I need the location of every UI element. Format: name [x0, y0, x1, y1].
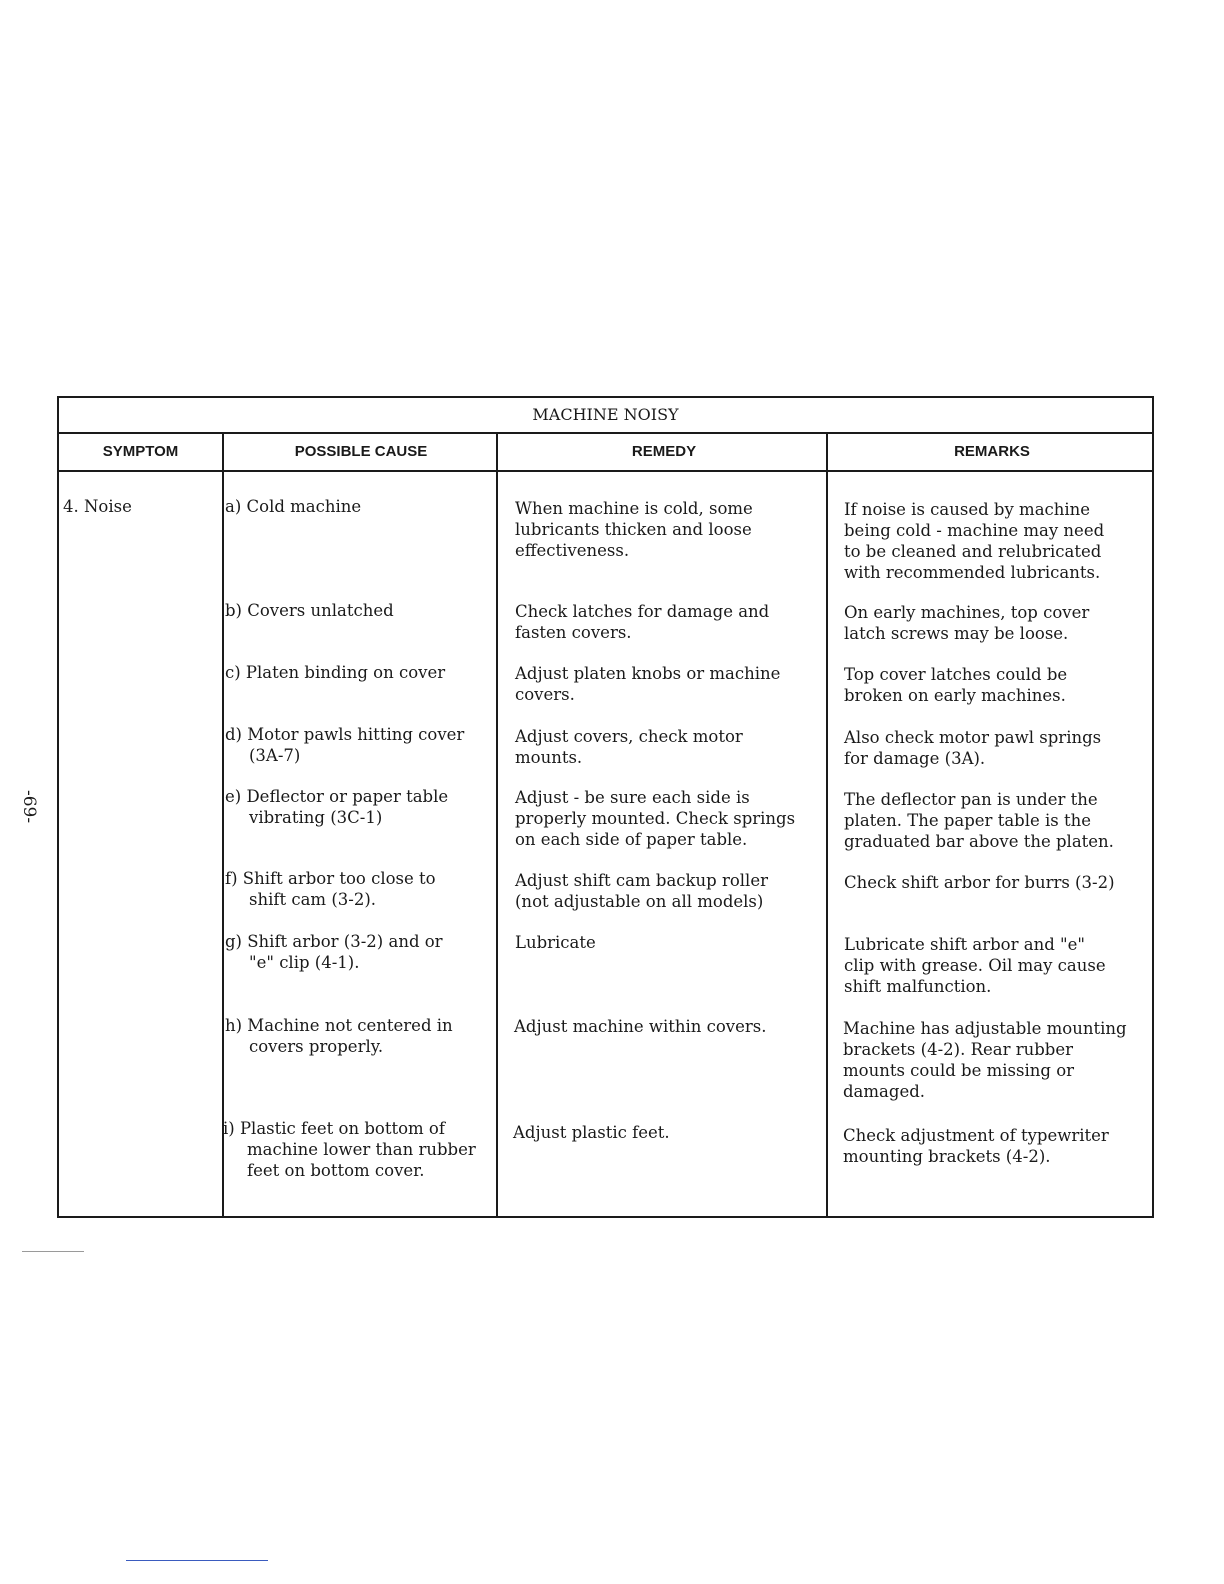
- cause-cell: c) Platen binding on cover: [225, 663, 446, 682]
- cause-cell: f) Shift arbor too close to shift cam (3-2).: [225, 869, 436, 909]
- remarks-cell: Lubricate shift arbor and "e" clip with grease. Oil may cause shift malfunction.: [844, 935, 1106, 996]
- remarks-cell: If noise is caused by machine being cold - machine may need to be cleaned and relubricated with recommended lubricants.: [844, 500, 1105, 582]
- header-remarks: REMARKS: [954, 443, 1030, 460]
- cause-cell: b) Covers unlatched: [225, 601, 394, 620]
- scan-mark-line: [22, 1251, 84, 1252]
- scan-mark-line: [126, 1560, 268, 1561]
- remedy-cell: Adjust shift cam backup roller (not adjustable on all models): [515, 871, 768, 911]
- remedy-cell: Adjust covers, check motor mounts.: [515, 727, 743, 767]
- remarks-cell: Also check motor pawl springs for damage (3A).: [844, 728, 1102, 768]
- remedy-cell: When machine is cold, some lubricants thicken and loose effectiveness.: [515, 499, 753, 560]
- remedy-cell: Adjust plastic feet.: [513, 1123, 670, 1142]
- column-divider: [222, 434, 224, 1216]
- remedy-cell: Adjust platen knobs or machine covers.: [515, 664, 781, 704]
- symptom-cell: 4. Noise: [63, 497, 132, 516]
- remarks-cell: Check shift arbor for burrs (3-2): [844, 873, 1115, 892]
- header-possible-cause: POSSIBLE CAUSE: [294, 443, 428, 460]
- remedy-cell: Lubricate: [515, 933, 596, 952]
- cause-cell: e) Deflector or paper table vibrating (3C-1): [225, 787, 449, 827]
- remedy-cell: Adjust - be sure each side is properly mounted. Check springs on each side of paper table.: [515, 788, 796, 849]
- remarks-cell: Check adjustment of typewriter mounting brackets (4-2).: [843, 1126, 1109, 1166]
- cause-cell: i) Plastic feet on bottom of machine lower than rubber feet on bottom cover.: [223, 1119, 476, 1180]
- remarks-cell: Top cover latches could be broken on early machines.: [844, 665, 1068, 705]
- remedy-cell: Check latches for damage and fasten covers.: [515, 602, 770, 642]
- cause-cell: d) Motor pawls hitting cover (3A-7): [225, 725, 465, 765]
- remarks-cell: On early machines, top cover latch screws may be loose.: [844, 603, 1090, 643]
- remarks-cell: The deflector pan is under the platen. The paper table is the graduated bar above the platen.: [844, 790, 1114, 851]
- page-number: -69-: [19, 790, 39, 824]
- column-divider: [826, 434, 828, 1216]
- remedy-cell: Adjust machine within covers.: [514, 1017, 767, 1036]
- header-remedy: REMEDY: [631, 443, 697, 460]
- troubleshooting-table: [57, 396, 1154, 1218]
- cause-cell: g) Shift arbor (3-2) and or "e" clip (4-1).: [225, 932, 443, 972]
- cause-cell: a) Cold machine: [225, 497, 362, 516]
- remarks-cell: Machine has adjustable mounting brackets (4-2). Rear rubber mounts could be missing or damaged.: [843, 1019, 1127, 1101]
- header-symptom: SYMPTOM: [102, 443, 179, 460]
- table-title: MACHINE NOISY: [59, 398, 1152, 434]
- cause-cell: h) Machine not centered in covers properly.: [225, 1016, 453, 1056]
